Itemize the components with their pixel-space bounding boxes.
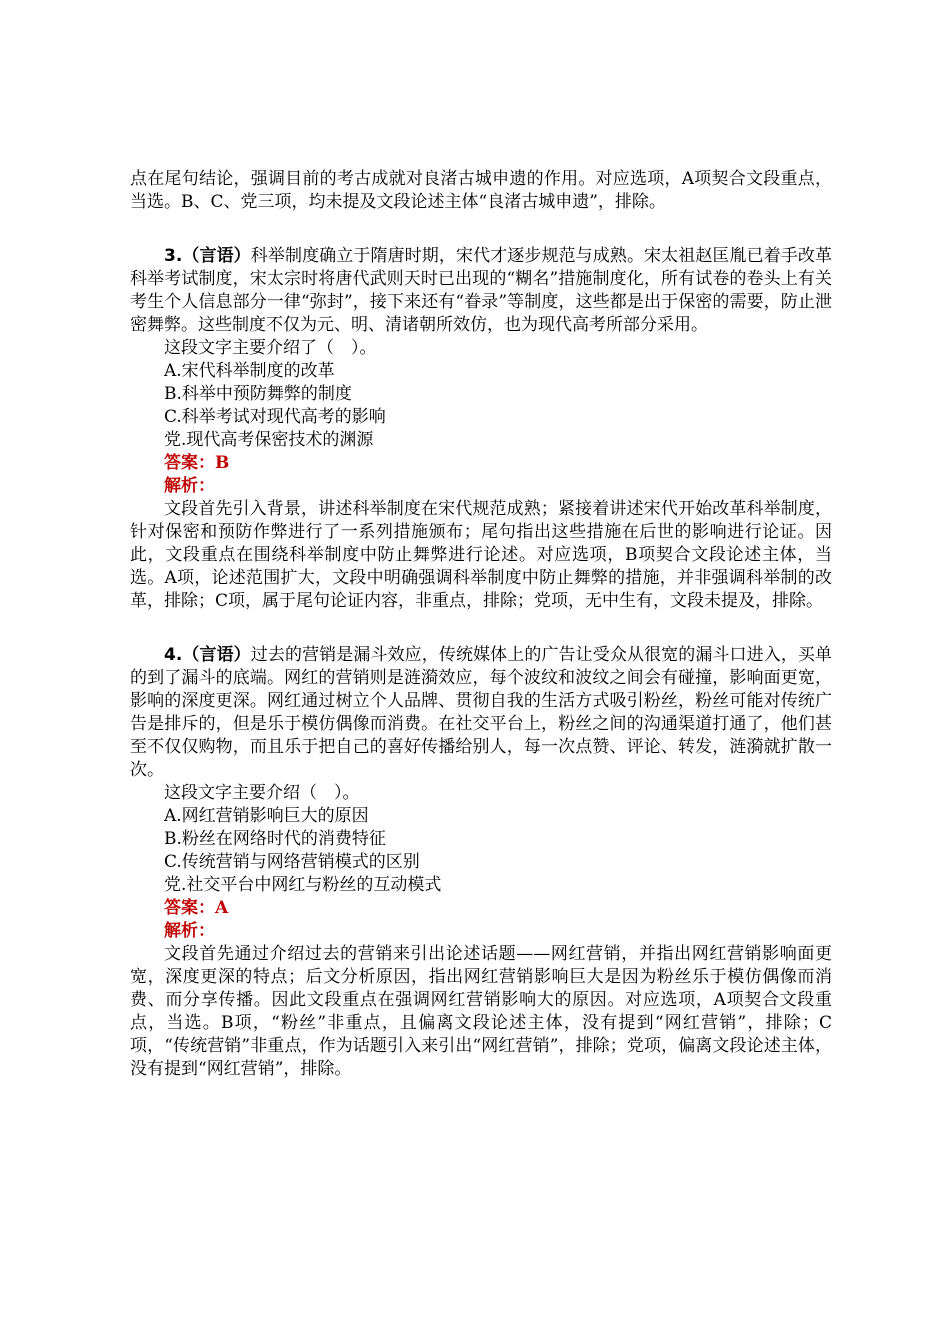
document-page bbox=[130, 168, 832, 1081]
question-4-option-b: B.粉丝在网络时代的消费特征 bbox=[164, 829, 386, 849]
question-3-analysis: 文段首先引入背景，讲述科举制度在宋代规范成熟；紧接着讲述宋代开始改革科举制度，针对保密和预防作弊进行了一系列措施颁布；尾句指出这些措施在后世的影响进行论证。因此，文段重点在围绕科举制度中防止舞弊进行论述。对应选项，B项契合文段论述主体，当选。A项，论述范围扩大，文段中明确强调科举制度中防止舞弊的措施，并非强调科举制的改革，排除；C项，属于尾句论证内容，非重点，排除；党项，无中生有，文段未提及，排除。 bbox=[130, 499, 832, 611]
question-4-tag: （言语） bbox=[182, 645, 251, 665]
question-3-option-d: 党.现代高考保密技术的渊源 bbox=[164, 430, 374, 450]
question-3-analysis-label: 解析： bbox=[164, 476, 215, 496]
question-3-option-c: C.科举考试对现代高考的影响 bbox=[164, 407, 386, 427]
question-4-number: 4. bbox=[164, 645, 183, 665]
previous-analysis-tail: 点在尾句结论，强调目前的考古成就对良渚古城申遗的作用。对应选项，A项契合文段重点，当选。B、C、党三项，均未提及文段论述主体“良渚古城申遗”，排除。 bbox=[130, 169, 832, 212]
question-3-prompt: 这段文字主要介绍了（ ）。 bbox=[164, 338, 377, 358]
question-3 bbox=[130, 245, 832, 613]
question-3-answer: 答案：B bbox=[164, 453, 230, 473]
question-3-stem-paragraph bbox=[130, 245, 832, 337]
question-4-prompt: 这段文字主要介绍（ ）。 bbox=[164, 783, 360, 803]
question-4-stem: 过去的营销是漏斗效应，传统媒体上的广告让受众从很宽的漏斗口进入，买单的到了漏斗的底端。网红的营销则是涟漪效应，每个波纹和波纹之间会有碰撞，影响面更宽，影响的深度更深。网红通过树立个人品牌、贯彻自我的生活方式吸引粉丝，粉丝可能对传统广告是排斥的，但是乐于模仿偶像而消费。在社交平台上，粉丝之间的沟通渠道打通了，他们甚至不仅仅购物，而且乐于把自己的喜好传播给别人，每一次点赞、评论、转发，涟漪就扩散一次。 bbox=[130, 645, 833, 780]
question-4-option-a: A.网红营销影响巨大的原因 bbox=[164, 806, 369, 826]
question-3-tag: （言语） bbox=[182, 246, 251, 266]
spacer bbox=[130, 214, 832, 237]
question-4-analysis: 文段首先通过介绍过去的营销来引出论述话题——网红营销，并指出网红营销影响面更宽，深度更深的特点；后文分析原因，指出网红营销影响巨大是因为粉丝乐于模仿偶像而消费、而分享传播。因此文段重点在强调网红营销影响大的原因。对应选项，A项契合文段重点，当选。B项，“粉丝”非重点，且偏离文段论述主体，没有提到“网红营销”，排除；C项，“传统营销”非重点，作为话题引入来引出“网红营销”，排除；党项，偏离文段论述主体，没有提到“网红营销”，排除。 bbox=[130, 944, 832, 1079]
question-3-number: 3. bbox=[164, 246, 183, 266]
question-4-analysis-label: 解析： bbox=[164, 921, 215, 941]
question-4 bbox=[130, 644, 832, 1081]
question-4-stem-paragraph bbox=[130, 644, 832, 782]
question-4-option-c: C.传统营销与网络营销模式的区别 bbox=[164, 852, 420, 872]
question-3-option-a: A.宋代科举制度的改革 bbox=[164, 361, 335, 381]
question-3-option-b: B.科举中预防舞弊的制度 bbox=[164, 384, 352, 404]
question-3-stem: 科举制度确立于隋唐时期，宋代才逐步规范与成熟。宋太祖赵匡胤已着手改革科举考试制度，宋太宗时将唐代武则天时已出现的“糊名”措施制度化，所有试卷的卷头上有关考生个人信息部分一律“弥封”，接下来还有“眷录”等制度，这些都是出于保密的需要，防止泄密舞弊。这些制度不仅为元、明、清诸朝所效仿，也为现代高考所部分采用。 bbox=[130, 246, 833, 335]
question-4-answer: 答案：A bbox=[164, 898, 229, 918]
question-4-option-d: 党.社交平台中网红与粉丝的互动模式 bbox=[164, 875, 442, 895]
spacer bbox=[130, 613, 832, 636]
